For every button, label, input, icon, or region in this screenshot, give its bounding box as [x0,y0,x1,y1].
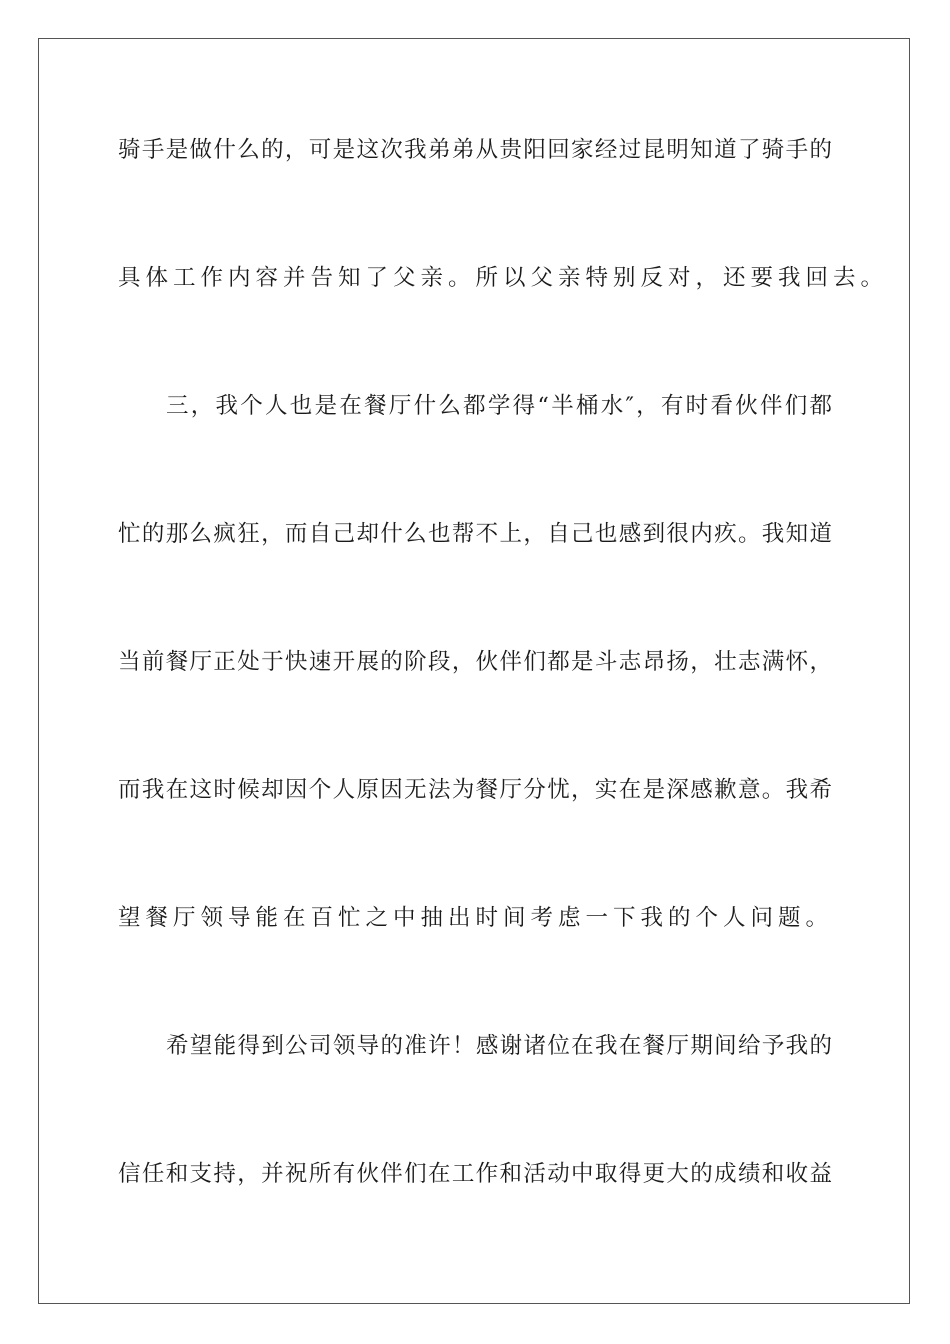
paragraph-line: 望餐厅领导能在百忙之中抽出时间考虑一下我的个人问题。 [118,905,834,931]
paragraph-line: 信任和支持，并祝所有伙伴们在工作和活动中取得更大的成绩和收益 [118,1161,832,1187]
paragraph-line: 骑手是做什么的，可是这次我弟弟从贵阳回家经过昆明知道了骑手的 [118,137,832,163]
paragraph-line: 希望能得到公司领导的准许！感谢诸位在我在餐厅期间给予我的 [166,1033,832,1059]
paragraph-line: 三，我个人也是在餐厅什么都学得“半桶水″，有时看伙伴们都 [166,393,832,419]
paragraph-line: 而我在这时候却因个人原因无法为餐厅分忧，实在是深感歉意。我希 [118,777,832,803]
paragraph-line: 具体工作内容并告知了父亲。所以父亲特别反对，还要我回去。 [118,265,889,291]
paragraph-line: 忙的那么疯狂，而自己却什么也帮不上，自己也感到很内疚。我知道 [118,521,832,547]
paragraph-line: 当前餐厅正处于快速开展的阶段，伙伴们都是斗志昂扬，壮志满怀， [118,649,832,675]
